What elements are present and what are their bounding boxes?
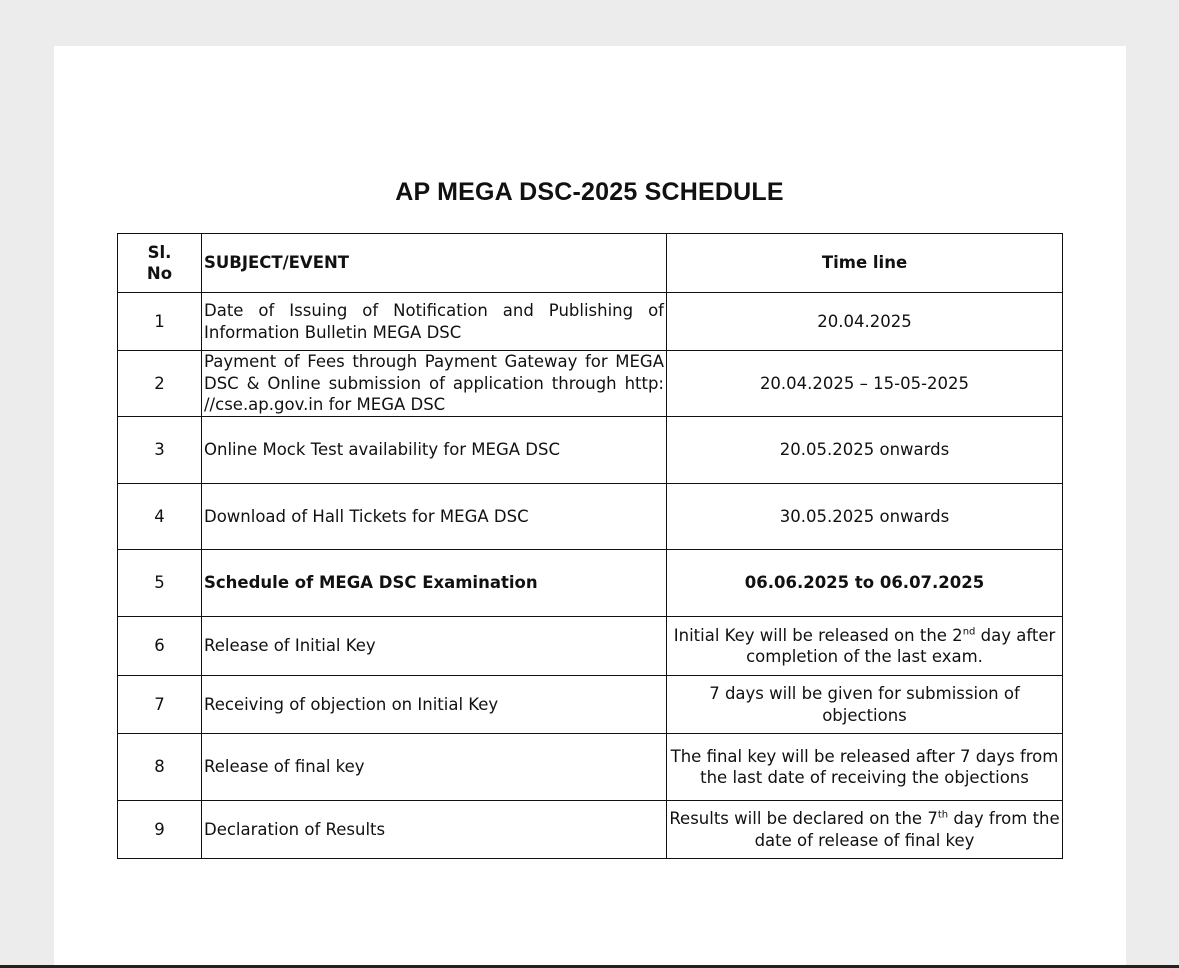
row-subject: Release of Initial Key bbox=[202, 617, 667, 676]
row-subject: Online Mock Test availability for MEGA DSC bbox=[202, 417, 667, 484]
row-sl: 8 bbox=[118, 734, 202, 801]
table-row bbox=[118, 550, 1063, 617]
document-title: AP MEGA DSC-2025 SCHEDULE bbox=[395, 178, 784, 206]
timeline-superscript: nd bbox=[962, 626, 976, 637]
header-timeline: Time line bbox=[667, 234, 1063, 293]
row-timeline: 20.05.2025 onwards bbox=[667, 417, 1063, 484]
table-row bbox=[118, 801, 1063, 859]
row-sl: 2 bbox=[118, 351, 202, 417]
timeline-text-a: Results will be declared on the 7 bbox=[669, 809, 938, 828]
header-sl-line1: Sl. bbox=[147, 242, 172, 262]
row-subject: Declaration of Results bbox=[202, 801, 667, 859]
row-sl: 5 bbox=[118, 550, 202, 617]
table-row bbox=[118, 484, 1063, 550]
row-timeline: 20.04.2025 – 15-05-2025 bbox=[667, 351, 1063, 417]
schedule-table bbox=[117, 233, 1063, 859]
row-timeline bbox=[667, 801, 1063, 859]
row-timeline: 06.06.2025 to 06.07.2025 bbox=[667, 550, 1063, 617]
table-row bbox=[118, 734, 1063, 801]
row-timeline: 20.04.2025 bbox=[667, 293, 1063, 351]
table-row bbox=[118, 617, 1063, 676]
header-sl-no bbox=[118, 234, 202, 293]
row-sl: 4 bbox=[118, 484, 202, 550]
row-subject: Payment of Fees through Payment Gateway for MEGA DSC & Online submission of application through http: //cse.ap.gov.in for MEGA DSC bbox=[202, 351, 667, 417]
timeline-text-a: Initial Key will be released on the 2 bbox=[673, 625, 963, 645]
row-sl: 6 bbox=[118, 617, 202, 676]
row-sl: 9 bbox=[118, 801, 202, 859]
table-row bbox=[118, 293, 1063, 351]
table-row bbox=[118, 351, 1063, 417]
timeline-text-b: day from the date of release of final key bbox=[754, 809, 1060, 850]
header-sl-line2: No bbox=[146, 264, 173, 283]
row-timeline: 7 days will be given for submission of objections bbox=[667, 676, 1063, 734]
timeline-superscript: th bbox=[937, 809, 949, 821]
table-row bbox=[118, 417, 1063, 484]
header-subject: SUBJECT/EVENT bbox=[202, 234, 667, 293]
row-subject: Download of Hall Tickets for MEGA DSC bbox=[202, 484, 667, 550]
row-sl: 1 bbox=[118, 293, 202, 351]
row-timeline bbox=[667, 617, 1063, 676]
table-row bbox=[118, 676, 1063, 734]
row-subject: Schedule of MEGA DSC Examination bbox=[202, 550, 667, 617]
row-subject: Release of final key bbox=[202, 734, 667, 801]
table-header-row bbox=[118, 234, 1063, 293]
row-timeline: 30.05.2025 onwards bbox=[667, 484, 1063, 550]
row-subject: Date of Issuing of Notification and Publishing of Information Bulletin MEGA DSC bbox=[202, 293, 667, 351]
row-timeline: The final key will be released after 7 days from the last date of receiving the objections bbox=[667, 734, 1063, 801]
row-sl: 7 bbox=[118, 676, 202, 734]
row-sl: 3 bbox=[118, 417, 202, 484]
timeline-text-b: day after completion of the last exam. bbox=[746, 625, 1056, 666]
row-subject: Receiving of objection on Initial Key bbox=[202, 676, 667, 734]
